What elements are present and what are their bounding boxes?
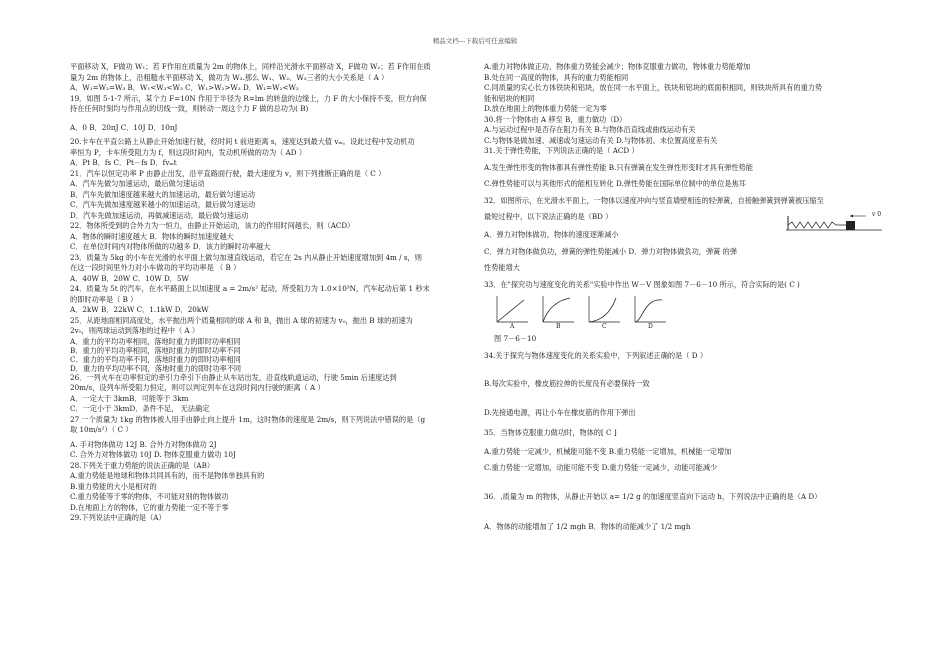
text-line: A．40W B．20W C．10W D．5W bbox=[70, 273, 189, 283]
text-line: C．重力的平均功率不同，落地时重力的即时功率相同 bbox=[70, 354, 241, 364]
page-header: 精品文档---下载后可任意编辑 bbox=[432, 37, 518, 45]
text-line: 量为 2m 的物体上，沿粗糙水平面移动 X，做功为 W₃.那么 W₁、W₂、W₃三者的大小关系是（ A ） bbox=[70, 72, 389, 82]
text-line: C．弹力对物体做负功，弹簧的弹性势能减小 D．弹力对物体做负功，弹簧 的弹 bbox=[484, 246, 738, 256]
text-line: 33．在"探究功与速度变化的关系"实验中作出 W－V 图象如图 7－6－10 所示，符合实际的是( C ) bbox=[484, 279, 800, 289]
text-line: 能和铝块的相同 bbox=[484, 93, 535, 103]
text-line: A．物体的瞬时速度越大 B．物体的瞬时加速度越大 bbox=[70, 231, 234, 241]
text-line: A.与运动过程中是否存在阻力有关 B.与物体沿直线或曲线运动有关 bbox=[484, 125, 696, 134]
text-line: A. 手对物体做功 12J B. 合外力对物体做功 2J bbox=[70, 439, 217, 449]
text-line: B.每次实验中，橡皮筋拉伸的长度没有必要保持一致 bbox=[484, 379, 650, 388]
text-line: 持在任何时刻均与作用点的切线一致，则转动一周这个力 F 做的总功为( B) bbox=[70, 104, 309, 113]
spring-velocity-label: v 0 bbox=[872, 211, 882, 218]
text-line: 23．质量为 5kg 的小车在光滑的水平面上做匀加速直线运动，若它在 2s 内从静止开始速度增加到 4m / s，则 bbox=[70, 252, 422, 262]
text-line: A.发生弹性形变的物体都具有弹性势能 B.只有弹簧在发生弹性形变时才具有弹性势能 bbox=[484, 162, 753, 172]
text-line: B．汽车先做加速度越来越大的加速运动，最后做匀速运动 bbox=[70, 189, 255, 199]
text-line: C.弹性势能可以与其他形式的能相互转化 D.弹性势能在国际单位制中的单位是焦耳 bbox=[484, 179, 746, 188]
figure-caption: 图 7－6－10 bbox=[494, 334, 537, 343]
text-line: 的即时功率是（ B ） bbox=[70, 294, 138, 304]
text-line: 20.卡车在平直公路上从静止开始加速行驶，经时间 t 前进距离 s，速度达到最大值 vₘ。设此过程中发动机功 bbox=[70, 137, 415, 146]
text-line: B．重力的平均功率相同，落地时重力的即时功率不同 bbox=[70, 345, 241, 355]
text-line: 30.将一个物体由 A 移至 B，重力做功（D） bbox=[484, 114, 627, 124]
graph-label: B bbox=[556, 322, 561, 330]
graph-label: D bbox=[648, 322, 653, 330]
text-line: D．汽车先做加速运动，再做减速运动，最后做匀速运动 bbox=[70, 210, 249, 220]
text-line: C．在单位时间内对物体所做的功越多 D．该力的瞬时功率越大 bbox=[70, 242, 271, 251]
text-line: 最短过程中，以下说法正确的是（BD ） bbox=[484, 212, 613, 221]
text-line: C.重力势能一定增加，动能可能不变 D.重力势能一定减少，动能可能减少 bbox=[484, 463, 718, 472]
text-line: C.同质量的实心长方体铁块和铝块，放在同一水平面上，铁块和铝块的底面积相同，则铁块所具有的重力势 bbox=[484, 83, 823, 92]
text-line: A．汽车先做匀加速运动，最后做匀速运动 bbox=[70, 179, 205, 188]
text-line: D.在地面上方的物体，它的重力势能一定不等于零 bbox=[70, 502, 229, 512]
graph-d bbox=[632, 294, 668, 330]
text-line: 性势能增大 bbox=[484, 263, 520, 272]
text-line: C.与物体是做加速、减速或匀速运动有关 D.与物体初、末位置高度差有关 bbox=[484, 135, 718, 145]
text-line: A．弹力对物体做功，物体的速度逐渐减小 bbox=[484, 230, 619, 239]
graph-label: C bbox=[602, 322, 607, 330]
text-line: 28.下列关于重力势能的说法正确的是（AB） bbox=[70, 460, 215, 470]
text-line: A．重力的平均功率相同，落地时重力的即时功率相同 bbox=[70, 336, 241, 346]
text-line: B.处在同一高度的物体，具有的重力势能相同 bbox=[484, 72, 629, 82]
text-line: 31.关于弹性势能，下列说法正确的是（ ACD ） bbox=[484, 146, 639, 155]
text-line: 平面移动 X，F做功 W₁；若 F作用在质量为 2m 的物体上，同样沿光滑水平面移动 X，F做功 W₂；若 F作用在质 bbox=[70, 62, 431, 71]
text-line: D.先接通电源，再让小车在橡皮筋的作用下弹出 bbox=[484, 407, 636, 417]
text-line: C.重力势能等于零的物体，不可能对别的物体做功 bbox=[70, 492, 229, 501]
graph-a bbox=[494, 294, 530, 330]
text-line: 36．,质量为 m 的物体，从静止开始以 a= 1/2 g 的加速度竖直向下运动 h，下列说法中正确的是（A D） bbox=[484, 491, 822, 501]
text-line: 35．当物体克服重力做功时，物体的[ C ] bbox=[484, 428, 617, 437]
text-line: 19．如图 5-1-7 所示，某个力 F=10N 作用于半径为 R=lm 的转盘的边缘上，力 F 的大小保持不变，但方向保 bbox=[70, 93, 427, 103]
text-line: D.放在地面上的物体重力势能一定为零 bbox=[484, 104, 607, 113]
text-line: A.重力势能一定减少，机械能可能不变 B.重力势能一定增加，机械能一定增加 bbox=[484, 446, 732, 456]
text-line: C．一定小于 3kmD．条件不足， 无法确定 bbox=[70, 404, 210, 413]
text-line: 2v₀，则两球运动到落地的过程中（ A ） bbox=[70, 326, 200, 335]
text-line: A．物体的动能增加了 1/2 mgh B．物体的动能减少了 1/2 mgh bbox=[484, 522, 691, 531]
text-line: A．0 B．20πJ C．10J D．10πJ bbox=[70, 122, 178, 132]
text-line: A．W₁=W₂=W₃ B．W₁<W₂<W₃ C．W₁>W₂>W₃ D．W₁=W₂<W₃ bbox=[70, 83, 299, 92]
left-column bbox=[70, 62, 470, 524]
text-line: 34.关于探究与物体速度变化的关系实验中，下列叙述正确的是（ D ） bbox=[484, 350, 708, 360]
wv-graphs bbox=[494, 292, 896, 330]
text-line: A.重力对物体做正功，物体重力势能会减少；物体克服重力做功，物体重力势能增加 bbox=[484, 62, 751, 71]
text-line: B.重力势能的大小是相对的 bbox=[70, 481, 157, 491]
text-line: 29.下列说法中正确的是（A） bbox=[70, 513, 166, 522]
text-line: 在这一段时间里外力对小车做功的平均功率是 （ B ） bbox=[70, 263, 241, 272]
text-line: 20m/s，设列车所受阻力恒定，则可以判定列车在这段时间内行驶的距离（ A ） bbox=[70, 383, 325, 392]
text-line: A．一定大于 3kmB．可能等于 3km bbox=[70, 393, 189, 403]
text-line: 取 10m/s²）（ C ） bbox=[70, 425, 133, 434]
text-line: 26．一列火车在功率恒定的牵引力牵引下由静止从车站出发，沿直线轨道运动，行驶 5min 后速度达到 bbox=[70, 372, 397, 382]
text-line: 27 一个质量为 1kg 的物体被人用手由静止向上提升 1m，这时物体的速度是 2m/s，则下列说法中错误的是（g bbox=[70, 414, 426, 424]
graph-b bbox=[540, 294, 576, 330]
text-line: 25．从距地面相同高度处，水平抛出两个质量相同的球 A 和 B，抛出 A 球的初速为 v₀，抛出 B 球的初速为 bbox=[70, 315, 413, 325]
text-line: 率恒为 P，卡车所受阻力为 f，则这段时间内，发动机所做的功为（ AD ） bbox=[70, 147, 307, 157]
right-column bbox=[484, 62, 896, 533]
spring-wall-diagram bbox=[784, 212, 884, 234]
graph-c bbox=[586, 294, 622, 330]
text-line: D．重力的平均功率不同，落地时重力的即时功率不同 bbox=[70, 363, 242, 373]
text-line: 21．汽车以恒定功率 P 由静止出发，沿平直路面行驶，最大速度为 v，则下列推断正确的是（ C ） bbox=[70, 168, 386, 178]
text-line: 24．质量为 5t 的汽车，在水平路面上以加速度 a = 2m/s² 起动，所受阻力为 1.0×10³N，汽车起动后第 1 秒末 bbox=[70, 284, 430, 293]
text-line: C．汽车先做加速度越来越小的加速运动，最后做匀速运动 bbox=[70, 200, 256, 209]
text-line: A．2kW B．22kW C．1.1kW D．20kW bbox=[70, 305, 209, 314]
text-line: C. 合外力对物体做功 10J D. 物体克服重力做功 10J bbox=[70, 450, 236, 459]
text-line: 32．如图所示，在光滑水平面上，一物体以速度冲向与竖直墙壁相连的轻弹簧，自接触弹簧到弹簧被压缩至 bbox=[484, 195, 824, 205]
text-line: A.重力势能是地球和物体共同具有的，而不是物体单独具有的 bbox=[70, 471, 265, 480]
text-line: A．Pt B．fs C．Pt－fs D．fvₘt bbox=[70, 158, 177, 167]
graph-label: A bbox=[510, 322, 515, 330]
text-line: 22．物体所受到的合外力为一恒力，由静止开始运动，该力的作用时间越长，则（ACD） bbox=[70, 221, 355, 230]
